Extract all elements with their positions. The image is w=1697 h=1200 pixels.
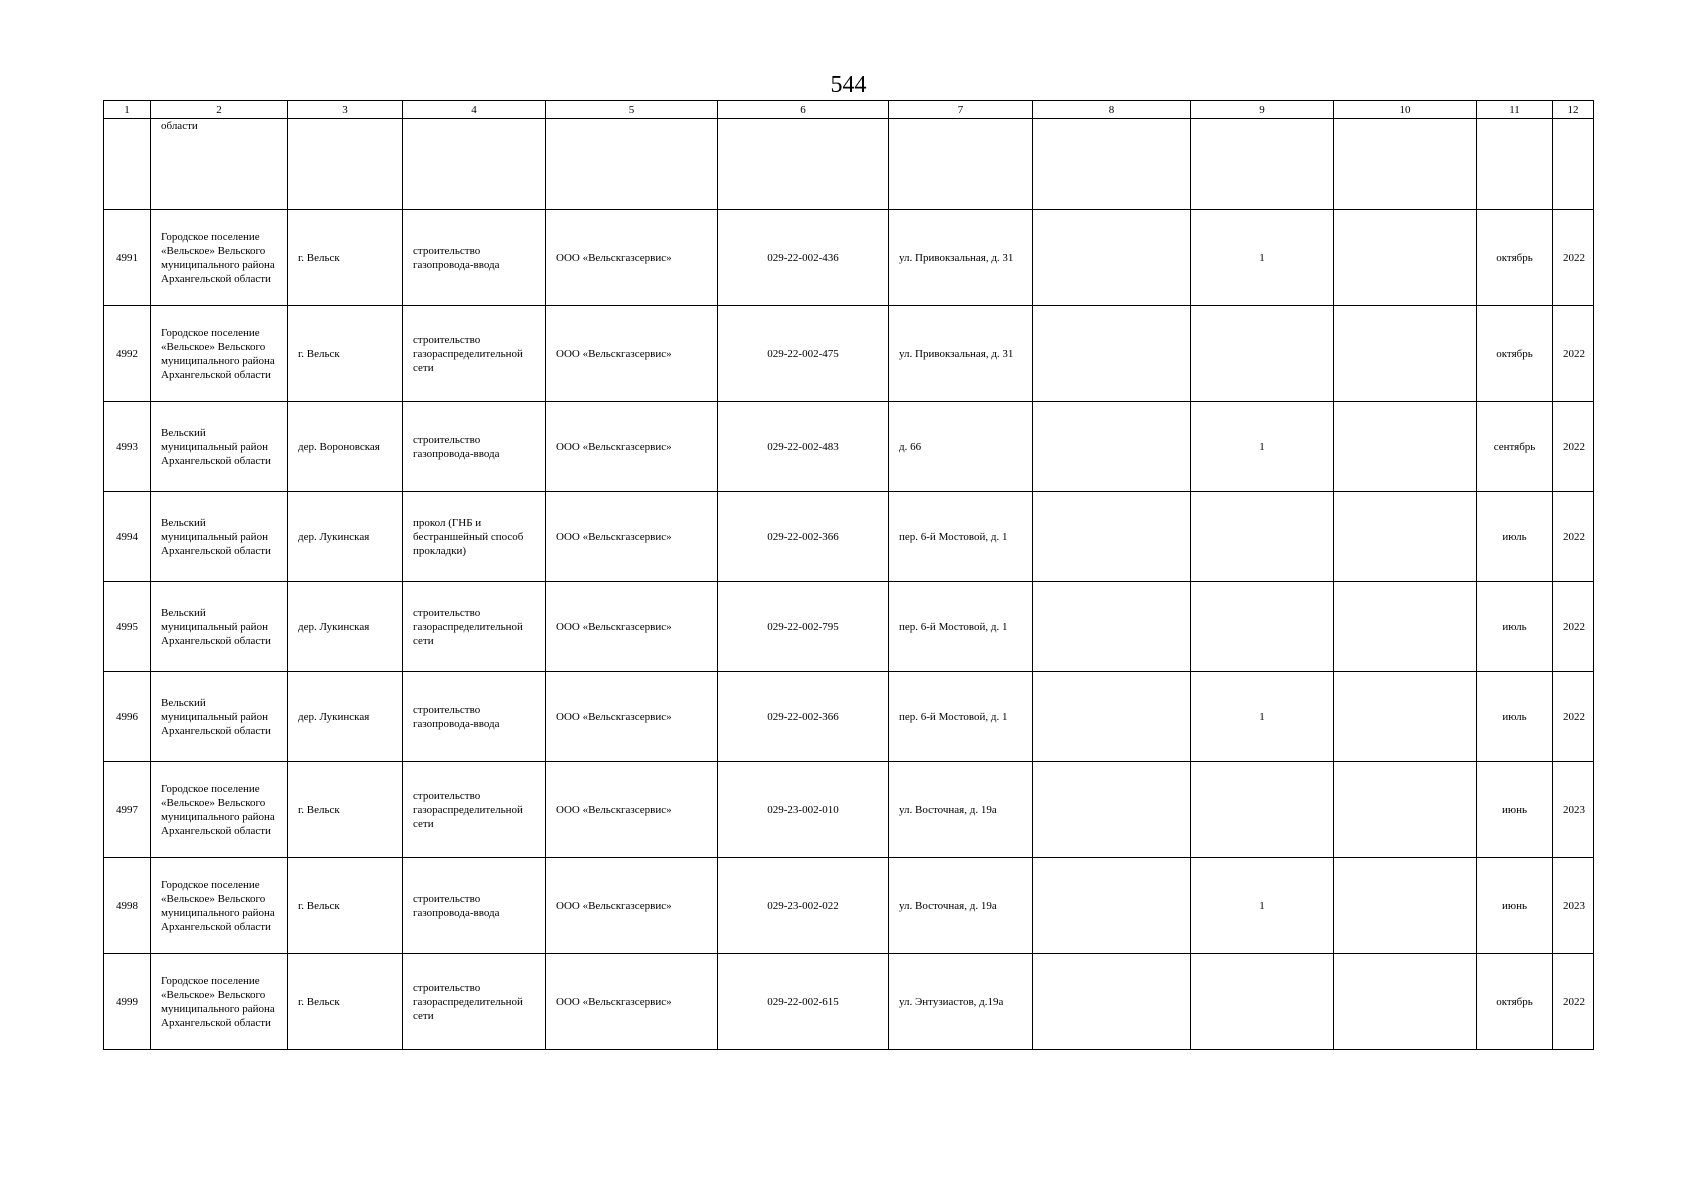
cell-code: 029-22-002-475 [718,306,889,402]
cell-code: 029-22-002-483 [718,402,889,492]
header-row [104,101,1594,119]
cell-locality: дер. Вороновская [288,402,403,492]
cell-year: 2023 [1553,762,1594,858]
cell-address: ул. Привокзальная, д. 31 [889,306,1033,402]
cell-col8 [1033,582,1191,672]
column-header: 11 [1477,101,1553,119]
cell-address: ул. Энтузиастов, д.19а [889,954,1033,1050]
cell-year [1553,119,1594,210]
data-table [103,100,1594,1050]
cell-col8 [1033,858,1191,954]
column-header: 12 [1553,101,1594,119]
cell-org: ООО «Вельскгазсервис» [546,402,718,492]
cell-col9: 1 [1191,858,1334,954]
cell-num: 4994 [104,492,151,582]
cell-org: ООО «Вельскгазсервис» [546,762,718,858]
cell-org: ООО «Вельскгазсервис» [546,672,718,762]
cell-col8 [1033,119,1191,210]
cell-code: 029-22-002-436 [718,210,889,306]
cell-code: 029-22-002-795 [718,582,889,672]
cell-month: июль [1477,582,1553,672]
cell-col8 [1033,492,1191,582]
cell-month: октябрь [1477,210,1553,306]
cell-month: октябрь [1477,306,1553,402]
cell-address: ул. Привокзальная, д. 31 [889,210,1033,306]
cell-work: строительство газопровода-ввода [403,858,546,954]
cell-locality [288,119,403,210]
cell-locality: г. Вельск [288,306,403,402]
column-header: 7 [889,101,1033,119]
cell-municipality: Городское поселение «Вельское» Вельского муниципального района Архангельской области [151,858,288,954]
cell-municipality: Городское поселение «Вельское» Вельского муниципального района Архангельской области [151,954,288,1050]
cell-org [546,119,718,210]
cell-col9: 1 [1191,672,1334,762]
cell-col9: 1 [1191,402,1334,492]
cell-num: 4998 [104,858,151,954]
table-row [104,672,1594,762]
cell-work: строительство газопровода-ввода [403,672,546,762]
cell-code: 029-23-002-010 [718,762,889,858]
cell-col9 [1191,762,1334,858]
cell-col10 [1334,210,1477,306]
table-row [104,492,1594,582]
cell-municipality: Вельский муниципальный район Архангельской области [151,672,288,762]
cell-locality: дер. Лукинская [288,672,403,762]
table-row [104,306,1594,402]
continuation-row [104,119,1594,210]
cell-month: июнь [1477,762,1553,858]
cell-code [718,119,889,210]
table-row [104,762,1594,858]
cell-address: ул. Восточная, д. 19а [889,858,1033,954]
table-row [104,402,1594,492]
column-header: 6 [718,101,889,119]
column-header: 3 [288,101,403,119]
cell-address [889,119,1033,210]
cell-num: 4995 [104,582,151,672]
cell-work: прокол (ГНБ и бестраншейный способ прокладки) [403,492,546,582]
cell-address: пер. 6-й Мостовой, д. 1 [889,582,1033,672]
cell-code: 029-22-002-615 [718,954,889,1050]
cell-year: 2022 [1553,582,1594,672]
cell-col9 [1191,582,1334,672]
cell-locality: дер. Лукинская [288,492,403,582]
cell-municipality: Городское поселение «Вельское» Вельского муниципального района Архангельской области [151,762,288,858]
cell-num: 4996 [104,672,151,762]
column-header: 10 [1334,101,1477,119]
cell-year: 2022 [1553,954,1594,1050]
cell-col8 [1033,672,1191,762]
cell-work: строительство газопровода-ввода [403,210,546,306]
cell-code: 029-22-002-366 [718,492,889,582]
cell-locality: г. Вельск [288,954,403,1050]
cell-code: 029-22-002-366 [718,672,889,762]
cell-org: ООО «Вельскгазсервис» [546,858,718,954]
cell-municipality: области [151,119,288,210]
cell-code: 029-23-002-022 [718,858,889,954]
cell-month: сентябрь [1477,402,1553,492]
cell-org: ООО «Вельскгазсервис» [546,582,718,672]
cell-num: 4992 [104,306,151,402]
cell-col8 [1033,954,1191,1050]
cell-col10 [1334,672,1477,762]
cell-month: июль [1477,492,1553,582]
cell-municipality: Вельский муниципальный район Архангельской области [151,402,288,492]
cell-address: пер. 6-й Мостовой, д. 1 [889,492,1033,582]
page-number: 544 [830,72,867,98]
cell-year: 2022 [1553,492,1594,582]
cell-num [104,119,151,210]
column-header: 4 [403,101,546,119]
cell-org: ООО «Вельскгазсервис» [546,306,718,402]
cell-municipality: Вельский муниципальный район Архангельской области [151,582,288,672]
cell-address: д. 66 [889,402,1033,492]
cell-col8 [1033,402,1191,492]
cell-num: 4991 [104,210,151,306]
cell-work [403,119,546,210]
cell-col10 [1334,306,1477,402]
column-header: 1 [104,101,151,119]
cell-locality: г. Вельск [288,210,403,306]
cell-col10 [1334,858,1477,954]
cell-col9: 1 [1191,210,1334,306]
cell-org: ООО «Вельскгазсервис» [546,954,718,1050]
cell-col10 [1334,119,1477,210]
cell-work: строительство газораспределительной сети [403,762,546,858]
cell-locality: г. Вельск [288,762,403,858]
column-header: 2 [151,101,288,119]
cell-municipality: Городское поселение «Вельское» Вельского муниципального района Архангельской области [151,306,288,402]
cell-month [1477,119,1553,210]
table-row [104,858,1594,954]
cell-col9 [1191,119,1334,210]
cell-col8 [1033,762,1191,858]
table-row [104,210,1594,306]
cell-col10 [1334,492,1477,582]
cell-year: 2022 [1553,402,1594,492]
cell-col10 [1334,582,1477,672]
column-header: 9 [1191,101,1334,119]
cell-work: строительство газораспределительной сети [403,582,546,672]
cell-year: 2022 [1553,210,1594,306]
cell-year: 2022 [1553,306,1594,402]
column-header: 8 [1033,101,1191,119]
cell-year: 2023 [1553,858,1594,954]
cell-col10 [1334,762,1477,858]
column-header: 5 [546,101,718,119]
cell-municipality: Вельский муниципальный район Архангельской области [151,492,288,582]
cell-month: июль [1477,672,1553,762]
cell-month: октябрь [1477,954,1553,1050]
cell-col9 [1191,954,1334,1050]
cell-col8 [1033,306,1191,402]
cell-col9 [1191,492,1334,582]
cell-work: строительство газопровода-ввода [403,402,546,492]
cell-municipality: Городское поселение «Вельское» Вельского муниципального района Архангельской области [151,210,288,306]
table-row [104,954,1594,1050]
cell-work: строительство газораспределительной сети [403,954,546,1050]
cell-address: пер. 6-й Мостовой, д. 1 [889,672,1033,762]
table-row [104,582,1594,672]
cell-num: 4993 [104,402,151,492]
cell-col9 [1191,306,1334,402]
cell-num: 4999 [104,954,151,1050]
cell-address: ул. Восточная, д. 19а [889,762,1033,858]
cell-col8 [1033,210,1191,306]
cell-num: 4997 [104,762,151,858]
cell-work: строительство газораспределительной сети [403,306,546,402]
cell-col10 [1334,954,1477,1050]
cell-month: июнь [1477,858,1553,954]
cell-org: ООО «Вельскгазсервис» [546,492,718,582]
cell-col10 [1334,402,1477,492]
cell-locality: г. Вельск [288,858,403,954]
cell-org: ООО «Вельскгазсервис» [546,210,718,306]
cell-year: 2022 [1553,672,1594,762]
cell-locality: дер. Лукинская [288,582,403,672]
